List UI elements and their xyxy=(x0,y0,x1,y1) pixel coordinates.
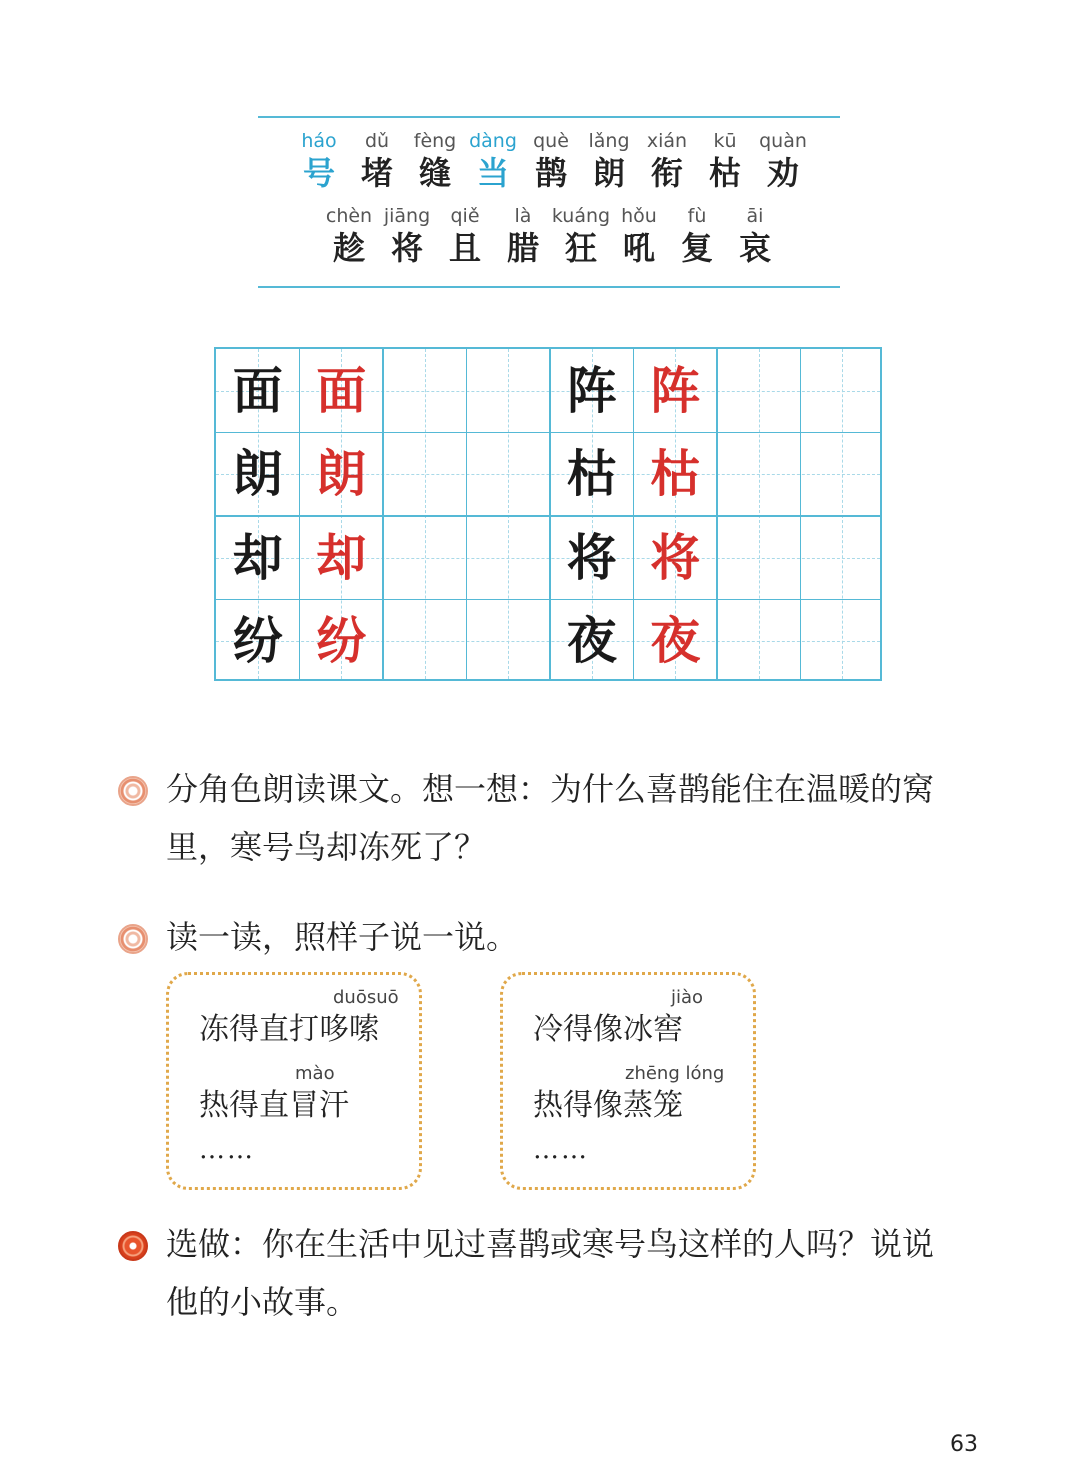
vocab-row-2 xyxy=(320,203,784,267)
grid-column-line xyxy=(716,349,718,679)
exercise-1-line-1: 分角色朗读课文。想一想：为什么喜鹊能住在温暖的窝 xyxy=(166,770,935,808)
vocab-item: là 腊 xyxy=(506,205,539,267)
example-phrase xyxy=(533,1063,725,1123)
vocab-item: qiě 且 xyxy=(448,205,481,267)
grid-row-line xyxy=(216,515,880,517)
grid-column-line xyxy=(299,349,301,679)
vocab-item: fù 复 xyxy=(680,205,713,267)
ellipsis: …… xyxy=(199,1135,255,1165)
phrase-pinyin: zhēng lóng xyxy=(625,1063,725,1084)
phrase-text: 冻得直打哆嗦 xyxy=(199,1012,379,1047)
exercise-bullet-icon xyxy=(118,924,148,954)
grid-model-char: 夜 xyxy=(566,611,617,671)
exercise-bullet-icon xyxy=(118,776,148,806)
grid-trace-char: 面 xyxy=(316,360,367,420)
grid-row-line xyxy=(216,432,880,434)
vocab-item: dǔ 堵 xyxy=(360,130,393,192)
grid-column-line xyxy=(549,349,551,679)
vocab-row-1 xyxy=(290,128,812,192)
grid-trace-char: 纷 xyxy=(316,611,367,671)
vocab-item: kū 枯 xyxy=(708,130,741,192)
vocab-item: què 鹊 xyxy=(533,130,569,192)
vocab-item: xián 衔 xyxy=(646,130,688,192)
writing-grid xyxy=(214,347,882,681)
grid-model-char: 面 xyxy=(232,360,283,420)
grid-model-char: 却 xyxy=(232,527,283,587)
grid-guide-line xyxy=(508,349,509,679)
phrase-text: 冷得像冰窖 xyxy=(533,1012,683,1047)
phrase-pinyin: mào xyxy=(295,1063,335,1084)
exercise-3-line-2: 他的小故事。 xyxy=(166,1283,359,1321)
grid-column-line xyxy=(466,349,468,679)
vocab-item: kuáng 狂 xyxy=(551,205,611,267)
phrase-text: 热得直冒汗 xyxy=(199,1088,349,1123)
vocab-item: hǒu 吼 xyxy=(621,205,657,267)
vocab-top-rule xyxy=(258,116,840,118)
vocab-item: háo 号 xyxy=(301,130,337,192)
vocab-item: chèn 趁 xyxy=(325,205,373,267)
example-box-1 xyxy=(166,972,422,1190)
grid-column-line xyxy=(382,349,384,679)
grid-column-line xyxy=(800,349,802,679)
vocab-bottom-rule xyxy=(258,286,840,288)
grid-model-char: 纷 xyxy=(232,611,283,671)
exercise-3-line-1: 选做：你在生活中见过喜鹊或寒号鸟这样的人吗？说说 xyxy=(166,1225,935,1263)
grid-trace-char: 夜 xyxy=(650,611,701,671)
vocab-item: jiāng 将 xyxy=(383,205,431,267)
page-number: 63 xyxy=(950,1432,978,1457)
example-phrase xyxy=(533,987,704,1047)
phrase-text: 热得像蒸笼 xyxy=(533,1088,683,1123)
grid-guide-line xyxy=(759,349,760,679)
exercise-1-line-2: 里，寒号鸟却冻死了？ xyxy=(166,828,487,866)
exercise-bullet-icon xyxy=(118,1231,148,1261)
grid-model-char: 阵 xyxy=(566,360,617,420)
grid-model-char: 枯 xyxy=(566,444,617,504)
example-phrase xyxy=(199,1063,349,1123)
grid-trace-char: 枯 xyxy=(650,444,701,504)
vocab-item: lǎng 朗 xyxy=(588,130,630,192)
grid-guide-line xyxy=(425,349,426,679)
exercise-2-instruction: 读一读，照样子说一说。 xyxy=(166,918,519,956)
phrase-pinyin: duōsuō xyxy=(333,987,399,1008)
ellipsis: …… xyxy=(533,1135,589,1165)
vocab-item: fèng 缝 xyxy=(413,130,457,192)
grid-trace-char: 朗 xyxy=(316,444,367,504)
grid-trace-char: 却 xyxy=(316,527,367,587)
grid-column-line xyxy=(633,349,635,679)
grid-model-char: 将 xyxy=(566,527,617,587)
grid-model-char: 朗 xyxy=(232,444,283,504)
grid-trace-char: 将 xyxy=(650,527,701,587)
vocab-item: dàng 当 xyxy=(469,130,517,192)
vocab-item: āi 哀 xyxy=(738,205,771,267)
grid-trace-char: 阵 xyxy=(650,360,701,420)
grid-guide-line xyxy=(842,349,843,679)
vocab-item: quàn 劝 xyxy=(759,130,807,192)
example-phrase xyxy=(199,987,399,1047)
grid-row-line xyxy=(216,599,880,601)
example-box-2 xyxy=(500,972,756,1190)
phrase-pinyin: jiào xyxy=(671,987,704,1008)
